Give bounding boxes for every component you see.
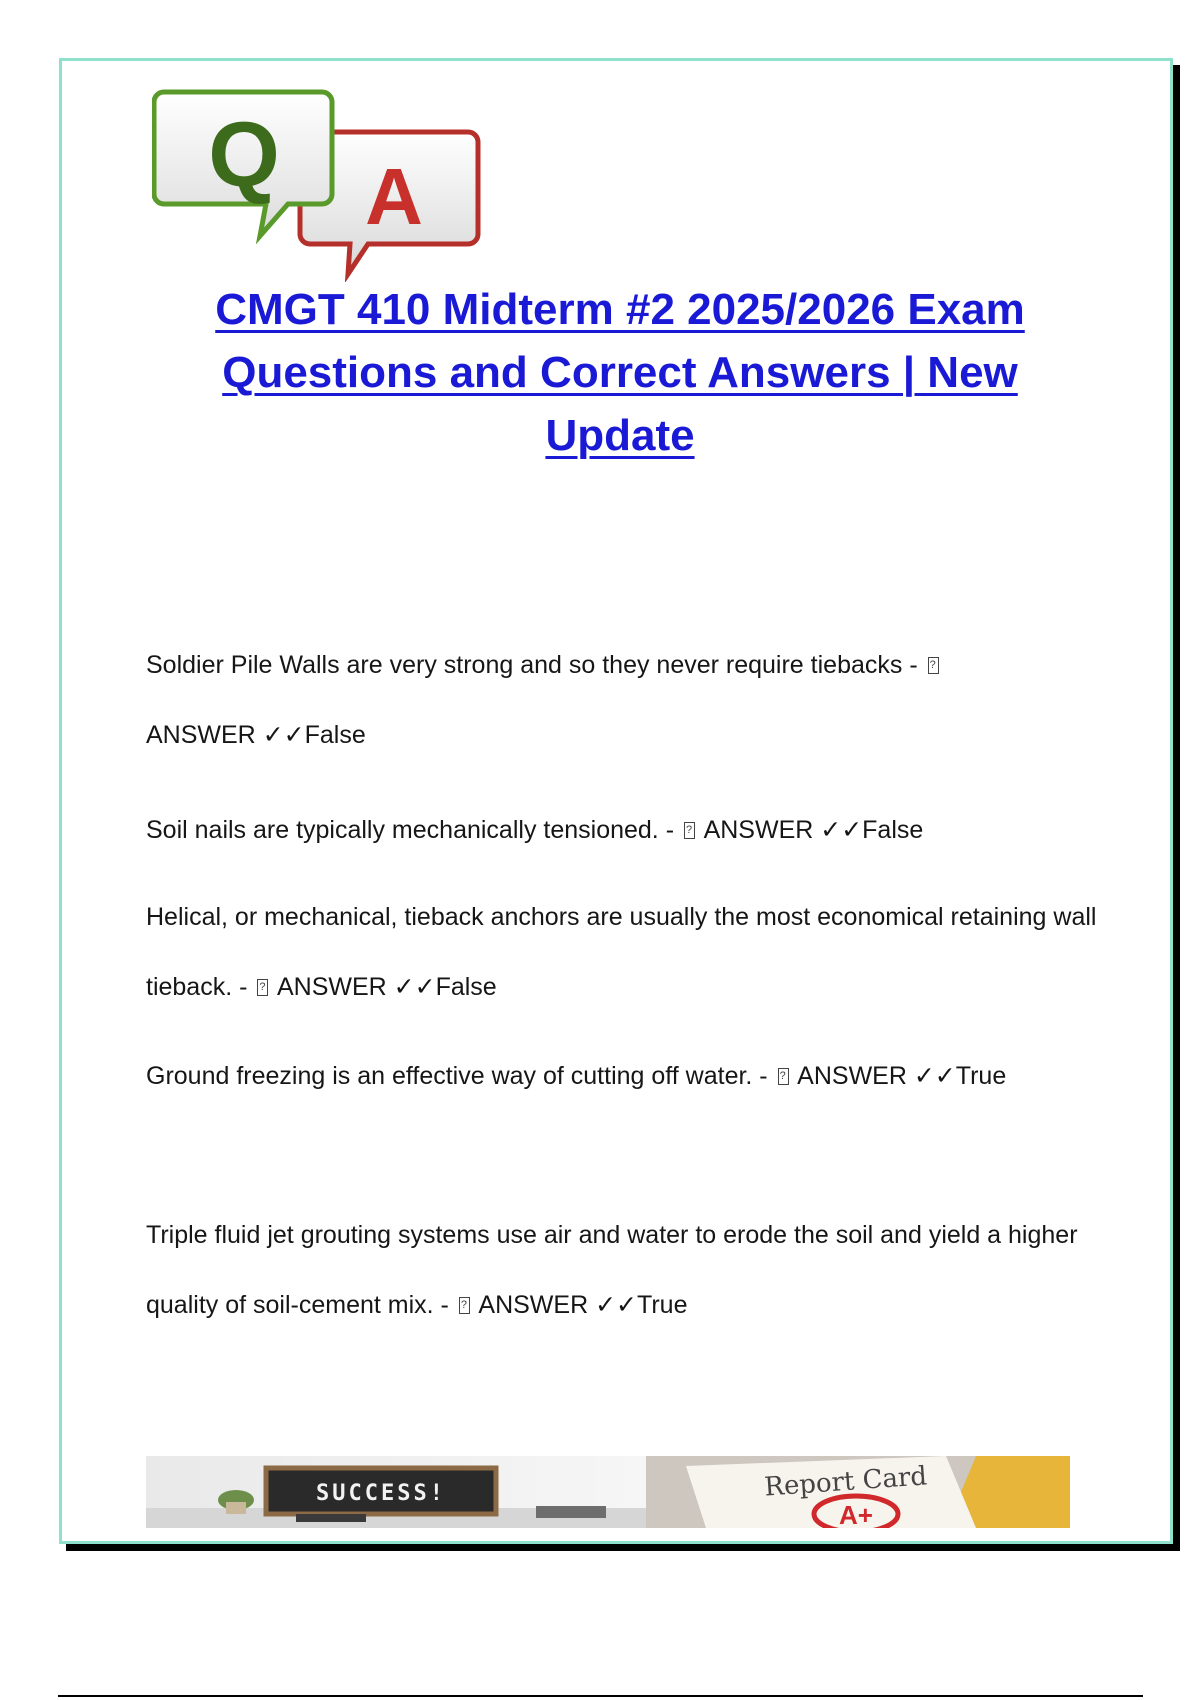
answer-prefix: ANSWER: [276, 973, 387, 1001]
check-marks: ✓✓: [262, 721, 305, 749]
qa-logo: [152, 86, 482, 282]
a-letter: A: [365, 152, 423, 241]
missing-glyph-icon: [257, 979, 268, 996]
success-sign-text: SUCCESS!: [316, 1481, 446, 1506]
qa-item-3: [146, 882, 1106, 1022]
answer-value: True: [637, 1291, 688, 1319]
answer-value: False: [304, 721, 366, 749]
qa-item-2: [146, 795, 1106, 865]
qa-item-1: [146, 630, 1106, 770]
missing-glyph-icon: [928, 657, 939, 674]
check-marks: ✓✓: [820, 816, 863, 844]
success-banner-image: [146, 1456, 646, 1528]
check-marks: ✓✓: [393, 973, 436, 1001]
qa-item-4: [146, 1041, 1106, 1111]
check-marks: ✓✓: [595, 1291, 637, 1319]
q-letter: Q: [208, 104, 280, 206]
qa-item-5: [146, 1200, 1106, 1340]
missing-glyph-icon: [459, 1297, 470, 1314]
report-card-banner-image: [646, 1456, 1070, 1528]
answer-prefix: ANSWER: [703, 816, 814, 844]
answer-value: True: [955, 1062, 1007, 1090]
question-text: Soldier Pile Walls are very strong and so they never require tiebacks -: [146, 651, 918, 679]
answer-prefix: ANSWER: [797, 1062, 907, 1090]
question-text: Ground freezing is an effective way of cutting off water. -: [146, 1062, 768, 1090]
answer-value: False: [862, 816, 924, 844]
report-card-text: Report Card: [763, 1461, 929, 1503]
grade-text: A+: [839, 1500, 873, 1528]
answer-prefix: ANSWER: [478, 1291, 589, 1319]
question-text: Triple fluid jet grouting systems use air and water to erode the soil and yield a higher quality of soil-cement mix. -: [146, 1221, 1078, 1319]
document-title-link[interactable]: CMGT 410 Midterm #2 2025/2026 Exam Questions and Correct Answers | New Update: [215, 285, 1025, 460]
answer-prefix: ANSWER: [146, 721, 256, 749]
question-text: Soil nails are typically mechanically tensioned. -: [146, 816, 675, 844]
answer-value: False: [435, 973, 497, 1001]
missing-glyph-icon: [684, 822, 695, 839]
question-text: Helical, or mechanical, tieback anchors are usually the most economical retaining wall tieback. -: [146, 903, 1097, 1001]
page-bottom-rule: [58, 1695, 1143, 1697]
check-marks: ✓✓: [913, 1062, 956, 1090]
missing-glyph-icon: [778, 1068, 789, 1085]
